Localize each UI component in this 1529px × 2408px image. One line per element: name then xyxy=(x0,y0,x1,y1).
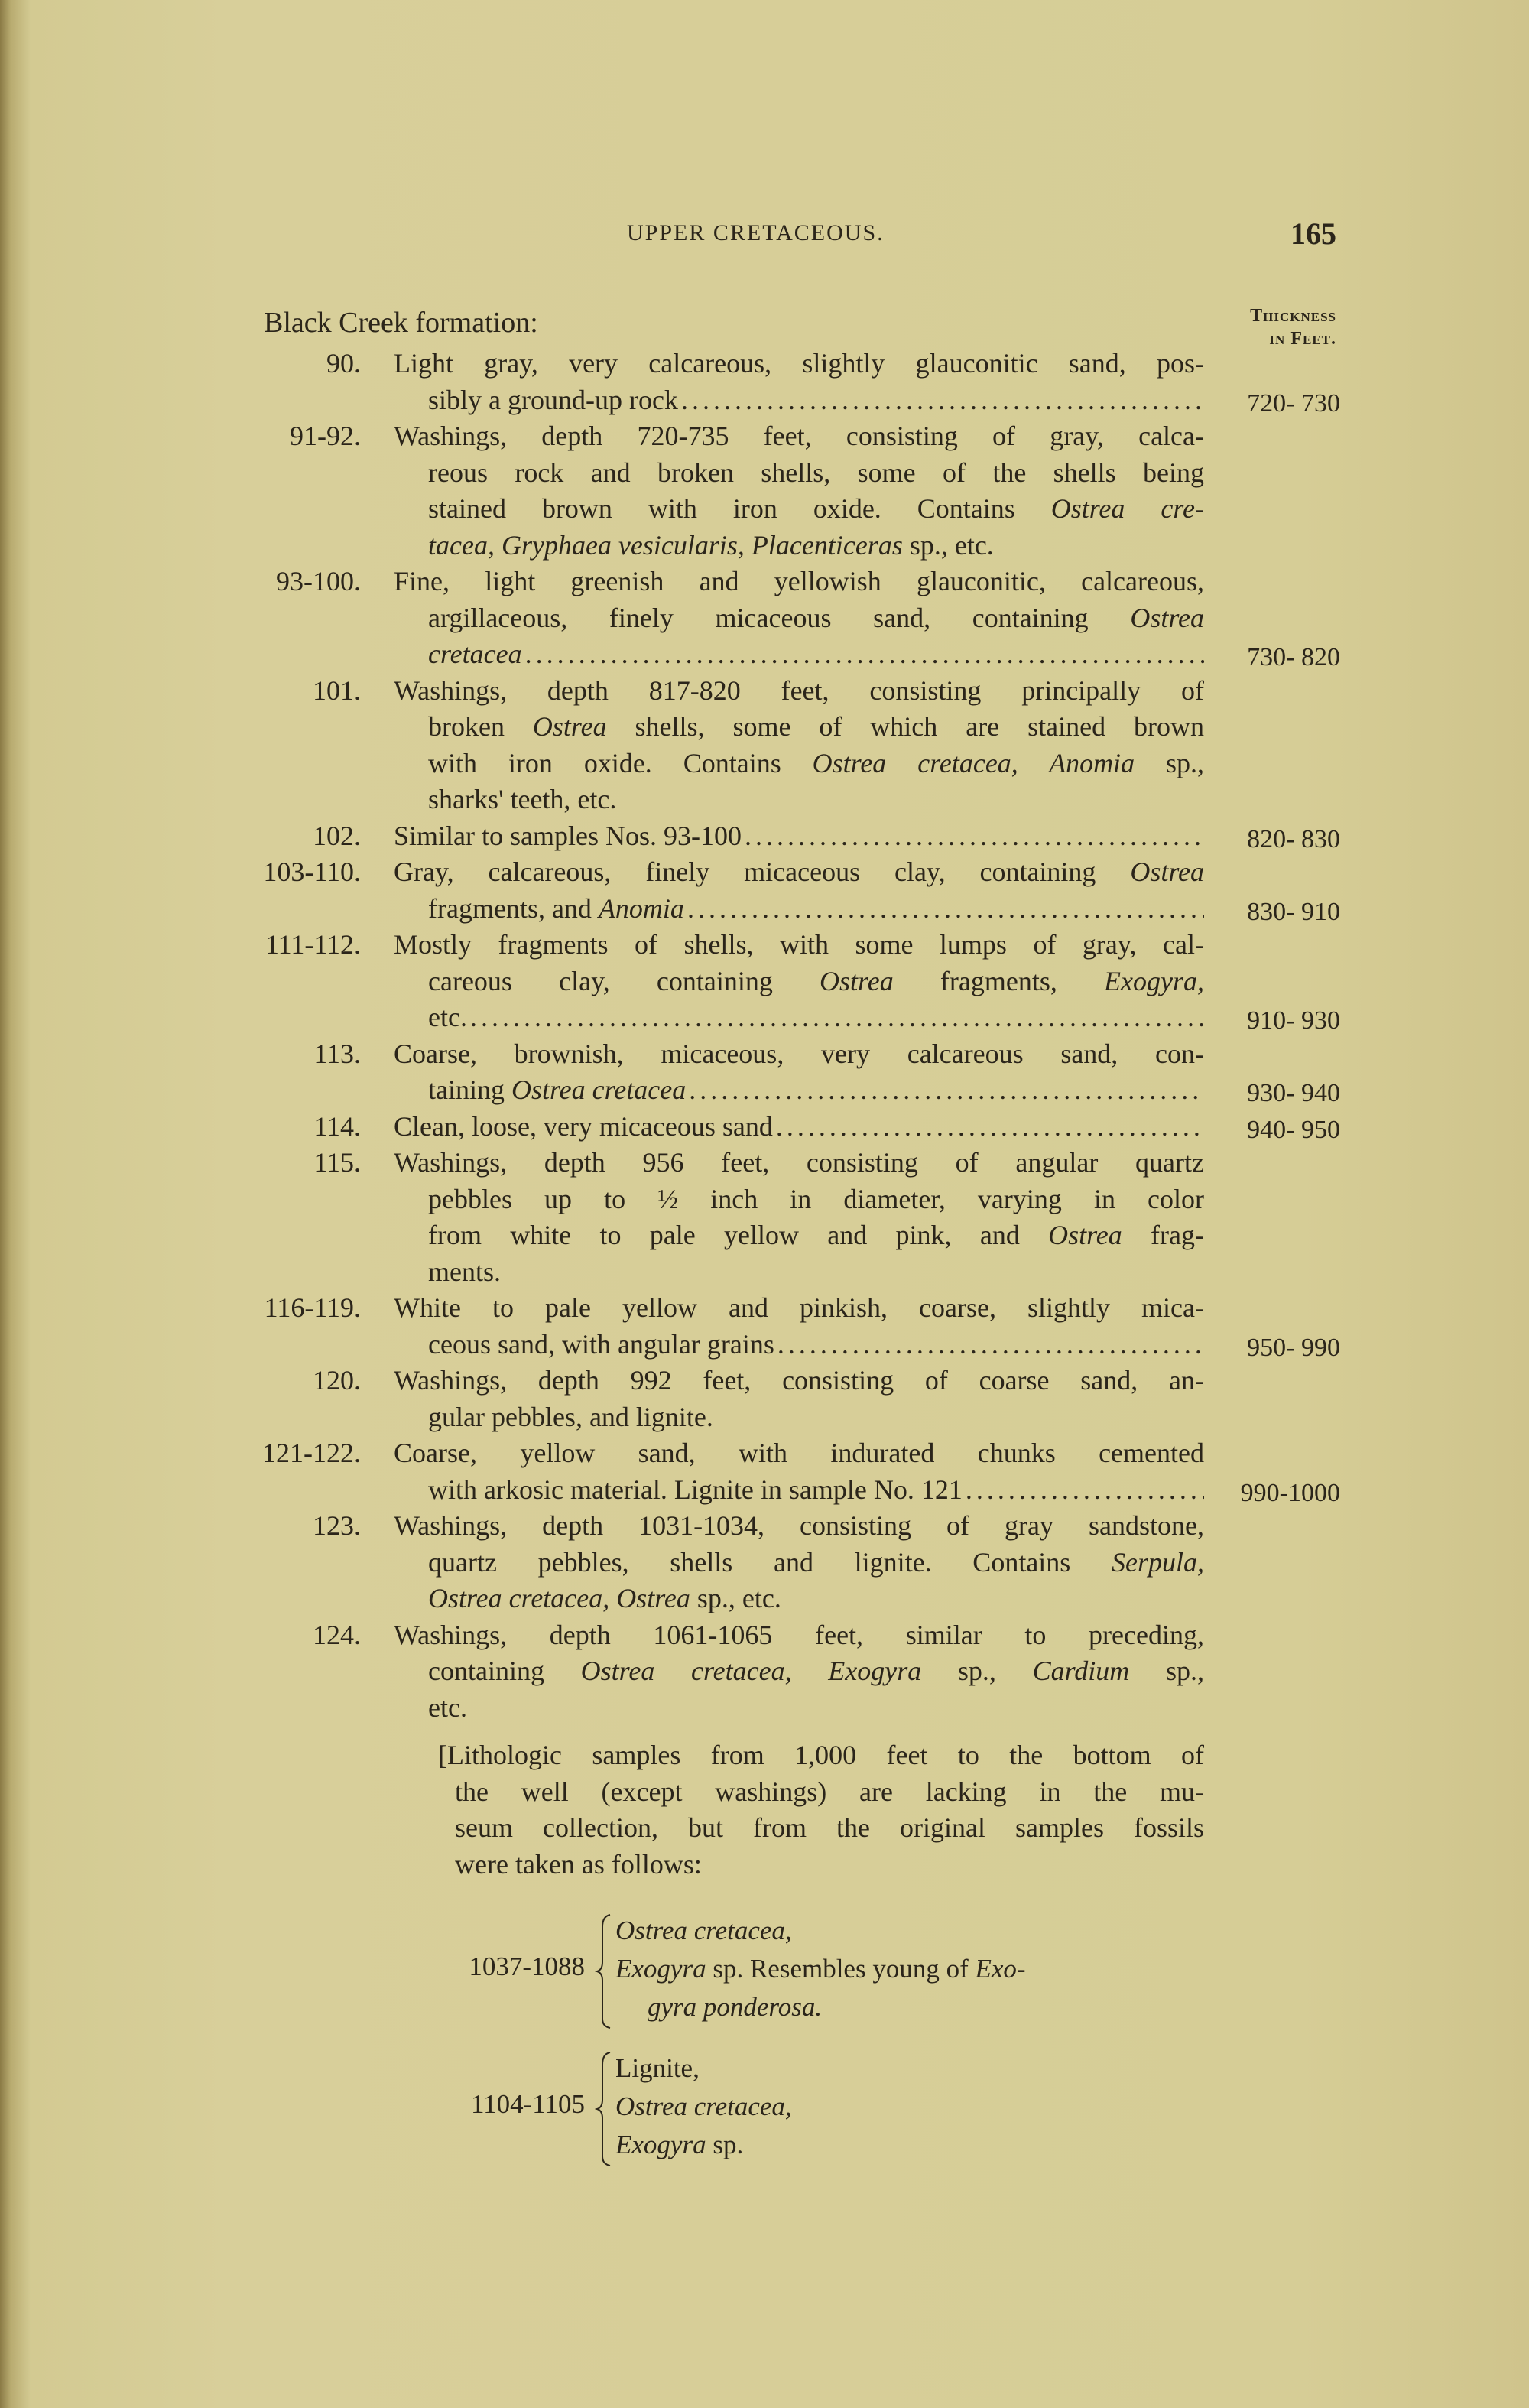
line-text xyxy=(428,1181,1204,1218)
line-text xyxy=(394,1109,773,1146)
line-text xyxy=(428,782,616,818)
sample-number: 103-110. xyxy=(263,856,361,887)
line-text xyxy=(394,418,1204,455)
line-text xyxy=(428,528,994,564)
text-segment: argillaceous, finely micaceous sand, containing xyxy=(428,602,1131,633)
text-segment: frag- xyxy=(1122,1220,1205,1250)
fossil-depth: 1037-1088 xyxy=(469,1951,585,1981)
description-line xyxy=(428,1327,1340,1363)
text-segment: Coarse, brownish, micaceous, very calcareous sand, con- xyxy=(394,1038,1204,1069)
sample-number: 123. xyxy=(313,1510,361,1541)
thickness-value: 990-1000 xyxy=(1240,1478,1340,1507)
line-text xyxy=(394,1290,1204,1327)
sample-number: 90. xyxy=(326,348,361,379)
description-line xyxy=(394,1617,1204,1654)
description-line xyxy=(394,564,1204,600)
line-text xyxy=(394,1036,1204,1073)
text-segment: sp. Resembles young of xyxy=(706,1954,976,1984)
italic-text: Ostrea cretacea, Exogyra xyxy=(580,1656,922,1686)
text-segment: Washings, depth 956 feet, consisting of angular quartz xyxy=(394,1147,1204,1178)
description-line xyxy=(428,636,1340,673)
italic-text: Ostrea cretacea, xyxy=(615,2091,792,2121)
italic-text: Ostrea xyxy=(820,965,894,996)
italic-text: Serpula, xyxy=(1112,1546,1204,1578)
text-segment: gular pebbles, and lignite. xyxy=(428,1401,713,1432)
text-segment: broken xyxy=(428,711,533,742)
line-text xyxy=(394,1145,1204,1181)
line-text xyxy=(428,1217,1204,1254)
italic-text: Anomia xyxy=(598,892,684,924)
description-line xyxy=(428,1254,1204,1291)
line-text xyxy=(428,491,1204,528)
fossil-line xyxy=(615,1950,1026,1988)
text-segment: shells, some of which are stained brown xyxy=(606,711,1204,742)
sample-entry xyxy=(0,1036,1529,1109)
text-segment: ments. xyxy=(428,1256,501,1287)
italic-text: Ostrea cretacea, Ostrea xyxy=(428,1583,690,1613)
description-line xyxy=(394,1290,1204,1327)
line-text xyxy=(428,600,1204,637)
italic-text: Ostrea cretacea, Anomia xyxy=(812,747,1135,778)
leader-dots xyxy=(678,382,1204,419)
thickness-value: 830- 910 xyxy=(1247,897,1340,926)
text-segment: etc. xyxy=(428,1002,467,1032)
sample-number: 124. xyxy=(313,1619,361,1650)
text-segment: Clean, loose, very micaceous sand xyxy=(394,1110,773,1142)
sample-number: 111-112. xyxy=(265,929,361,960)
line-text xyxy=(428,999,467,1036)
fossil-lines xyxy=(615,1912,1026,2026)
text-segment: sp., etc. xyxy=(902,529,994,561)
description-line xyxy=(428,1545,1204,1581)
sample-entry xyxy=(0,346,1529,418)
line-text xyxy=(428,1327,774,1363)
note-line: were taken as follows: xyxy=(455,1848,702,1880)
line-text xyxy=(428,455,1204,492)
italic-text: tacea, Gryphaea vesicularis, Placenticeras xyxy=(428,529,903,561)
lithologic-note xyxy=(438,1737,1204,1883)
text-segment: fragments, and xyxy=(428,892,599,924)
line-text xyxy=(428,636,522,673)
leader-dots xyxy=(684,891,1204,928)
description-line xyxy=(394,1109,1340,1146)
description-line xyxy=(428,1072,1340,1109)
sample-number: 113. xyxy=(313,1038,361,1069)
thickness-header-line2: in Feet. xyxy=(1269,329,1336,349)
sample-entry xyxy=(0,1290,1529,1363)
description-line xyxy=(428,1181,1204,1218)
line-text xyxy=(428,709,1204,746)
thickness-value: 820- 830 xyxy=(1247,824,1340,853)
fossil-line xyxy=(615,1988,1026,2026)
text-segment: Washings, depth 1031-1034, consisting of gray sandstone, xyxy=(394,1510,1204,1541)
text-segment: with iron oxide. Contains xyxy=(428,747,813,778)
leader-dots xyxy=(774,1327,1204,1363)
line-text xyxy=(394,564,1204,600)
text-segment: Washings, depth 992 feet, consisting of coarse sand, an- xyxy=(394,1365,1204,1396)
note-line: [Lithologic samples from 1,000 feet to the bottom of xyxy=(438,1740,1204,1770)
text-segment: Coarse, yellow sand, with indurated chunks cemented xyxy=(394,1438,1204,1468)
page-number: 165 xyxy=(1290,216,1336,251)
text-segment: etc. xyxy=(428,1691,467,1723)
description-line xyxy=(394,1036,1204,1073)
text-segment: pebbles up to ½ inch in diameter, varying in color xyxy=(428,1183,1204,1214)
line-text xyxy=(428,1254,501,1291)
text-segment: with arkosic material. Lignite in sample No. 121 xyxy=(428,1474,963,1505)
line-text xyxy=(394,1508,1204,1545)
sample-entry xyxy=(0,1508,1529,1617)
fossil-line xyxy=(615,1912,1026,1950)
text-segment: ceous sand, with angular grains xyxy=(428,1328,774,1360)
sample-entry xyxy=(0,1363,1529,1435)
line-text xyxy=(428,1399,713,1436)
sample-number: 114. xyxy=(313,1110,361,1142)
brace-icon xyxy=(595,2049,613,2172)
sample-number: 93-100. xyxy=(276,566,361,596)
italic-text: Cardium xyxy=(1032,1656,1130,1686)
thickness-column-header xyxy=(1177,304,1336,350)
text-segment: from white to pale yellow and pink, and xyxy=(428,1220,1049,1250)
description-line xyxy=(394,854,1204,891)
text-segment: careous clay, containing xyxy=(428,965,820,996)
text-segment: Washings, depth 817-820 feet, consisting principally of xyxy=(394,674,1204,706)
sample-number: 120. xyxy=(313,1365,361,1396)
italic-text: Ostrea xyxy=(1048,1220,1122,1250)
italic-text: Exogyra, xyxy=(1104,965,1204,996)
italic-text: Exo- xyxy=(975,1954,1026,1984)
text-segment: reous rock and broken shells, some of the shells being xyxy=(428,457,1204,488)
line-text xyxy=(428,1072,686,1109)
sample-number: 115. xyxy=(313,1147,361,1178)
thickness-header-line1: Thickness xyxy=(1250,306,1336,326)
italic-text: Ostrea xyxy=(532,711,607,742)
thickness-value: 720- 730 xyxy=(1247,388,1340,418)
sample-number: 101. xyxy=(313,674,361,706)
sample-entry xyxy=(0,854,1529,927)
fossil-line xyxy=(615,2088,792,2126)
sample-number: 121-122. xyxy=(262,1438,361,1468)
description-line xyxy=(428,455,1204,492)
text-segment: fragments, xyxy=(893,965,1105,996)
leader-dots xyxy=(742,818,1204,855)
text-segment: sibly a ground-up rock xyxy=(428,384,678,415)
thickness-value: 910- 930 xyxy=(1247,1006,1340,1035)
fossil-line xyxy=(615,2049,792,2088)
sample-entry xyxy=(0,818,1529,855)
description-line xyxy=(394,1508,1204,1545)
description-line xyxy=(428,964,1204,1000)
text-segment: sp., etc. xyxy=(690,1583,781,1613)
text-segment: Gray, calcareous, finely micaceous clay, containing xyxy=(394,856,1131,887)
brace-icon xyxy=(595,1912,613,2034)
thickness-value: 950- 990 xyxy=(1247,1333,1340,1362)
line-text xyxy=(394,346,1204,382)
sample-number: 116-119. xyxy=(264,1292,361,1323)
line-text xyxy=(394,854,1204,891)
line-text xyxy=(428,1545,1204,1581)
description-line xyxy=(428,746,1204,782)
text-segment: White to pale yellow and pinkish, coarse, slightly mica- xyxy=(394,1292,1204,1323)
line-text xyxy=(428,746,1204,782)
note-line: the well (except washings) are lacking in the mu- xyxy=(455,1776,1204,1807)
description-line xyxy=(394,673,1204,710)
line-text xyxy=(428,1472,963,1509)
sample-entry xyxy=(0,418,1529,564)
italic-text: Ostrea cre- xyxy=(1050,493,1204,524)
line-text xyxy=(394,673,1204,710)
text-segment: Washings, depth 1061-1065 feet, similar to preceding, xyxy=(394,1619,1204,1650)
sample-list xyxy=(0,346,1529,1726)
italic-text: Exogyra xyxy=(615,2130,706,2159)
text-segment: sp., xyxy=(921,1656,1033,1686)
line-text xyxy=(428,382,678,419)
italic-text: Exogyra xyxy=(615,1954,706,1984)
italic-text: cretacea xyxy=(428,639,522,669)
leader-dots xyxy=(686,1072,1204,1109)
note-line: seum collection, but from the original samples fossils xyxy=(455,1812,1204,1843)
italic-text: gyra ponderosa. xyxy=(648,1992,823,2022)
description-line xyxy=(428,1399,1204,1436)
leader-dots xyxy=(467,999,1204,1036)
line-text xyxy=(428,1653,1204,1690)
description-line xyxy=(428,1690,1204,1727)
description-line xyxy=(394,1435,1204,1472)
description-line xyxy=(428,528,1204,564)
description-line xyxy=(428,1653,1204,1690)
text-segment: quartz pebbles, shells and lignite. Contains xyxy=(428,1546,1112,1578)
description-line xyxy=(394,818,1340,855)
fossil-block xyxy=(428,1912,1269,2034)
description-line xyxy=(394,1363,1204,1399)
text-segment: Washings, depth 720-735 feet, consisting of gray, calca- xyxy=(394,421,1204,451)
description-line xyxy=(394,346,1204,382)
description-line xyxy=(428,891,1340,928)
text-segment: sp., xyxy=(1129,1656,1204,1686)
description-line xyxy=(428,999,1340,1036)
sample-entry xyxy=(0,1617,1529,1727)
fossil-block xyxy=(428,2049,1269,2172)
thickness-value: 730- 820 xyxy=(1247,643,1340,671)
line-text xyxy=(428,1581,781,1617)
running-head: UPPER CRETACEOUS. xyxy=(627,220,885,245)
sample-entry xyxy=(0,673,1529,818)
sample-number: 102. xyxy=(313,820,361,851)
sample-entry xyxy=(0,1109,1529,1146)
text-segment: Similar to samples Nos. 93-100 xyxy=(394,820,742,851)
text-segment: sp. xyxy=(706,2130,744,2159)
sample-entry xyxy=(0,927,1529,1036)
leader-dots xyxy=(773,1109,1204,1146)
line-text xyxy=(394,1435,1204,1472)
line-text xyxy=(428,1690,467,1727)
thickness-value: 940- 950 xyxy=(1247,1115,1340,1144)
description-line xyxy=(394,418,1204,455)
text-segment: Mostly fragments of shells, with some lumps of gray, cal- xyxy=(394,929,1204,960)
description-line xyxy=(428,382,1340,419)
italic-text: Ostrea cretacea, xyxy=(615,1916,792,1945)
section-title: Black Creek formation: xyxy=(264,307,538,339)
description-line xyxy=(394,927,1204,964)
line-text xyxy=(428,891,684,928)
description-line xyxy=(428,709,1204,746)
description-line xyxy=(428,491,1204,528)
text-segment: taining xyxy=(428,1074,511,1105)
line-text xyxy=(394,927,1204,964)
sample-number: 91-92. xyxy=(290,421,361,451)
line-text xyxy=(394,818,742,855)
fossil-line xyxy=(615,2126,792,2164)
text-segment: containing xyxy=(428,1656,581,1686)
sample-entry xyxy=(0,1145,1529,1290)
text-segment: sharks' teeth, etc. xyxy=(428,784,617,814)
sample-entry xyxy=(0,564,1529,673)
text-segment: sp., xyxy=(1135,747,1205,778)
text-segment: stained brown with iron oxide. Contains xyxy=(428,493,1051,524)
leader-dots xyxy=(522,636,1204,673)
line-text xyxy=(428,964,1204,1000)
text-segment: Fine, light greenish and yellowish glauconitic, calcareous, xyxy=(394,566,1204,596)
description-line xyxy=(394,1145,1204,1181)
description-line xyxy=(428,1472,1340,1509)
italic-text: Ostrea cretacea xyxy=(511,1074,687,1105)
thickness-value: 930- 940 xyxy=(1247,1079,1340,1107)
italic-text: Ostrea xyxy=(1130,602,1204,633)
line-text xyxy=(394,1617,1204,1654)
fossil-lines xyxy=(615,2049,792,2164)
leader-dots xyxy=(963,1472,1204,1509)
fossil-depth: 1104-1105 xyxy=(470,2089,585,2119)
text-segment: Light gray, very calcareous, slightly glauconitic sand, pos- xyxy=(394,348,1204,379)
description-line xyxy=(428,782,1204,818)
description-line xyxy=(428,1581,1204,1617)
description-line xyxy=(428,600,1204,637)
text-segment: Lignite, xyxy=(615,2053,700,2083)
line-text xyxy=(394,1363,1204,1399)
sample-entry xyxy=(0,1435,1529,1508)
italic-text: Ostrea xyxy=(1130,856,1204,887)
description-line xyxy=(428,1217,1204,1254)
